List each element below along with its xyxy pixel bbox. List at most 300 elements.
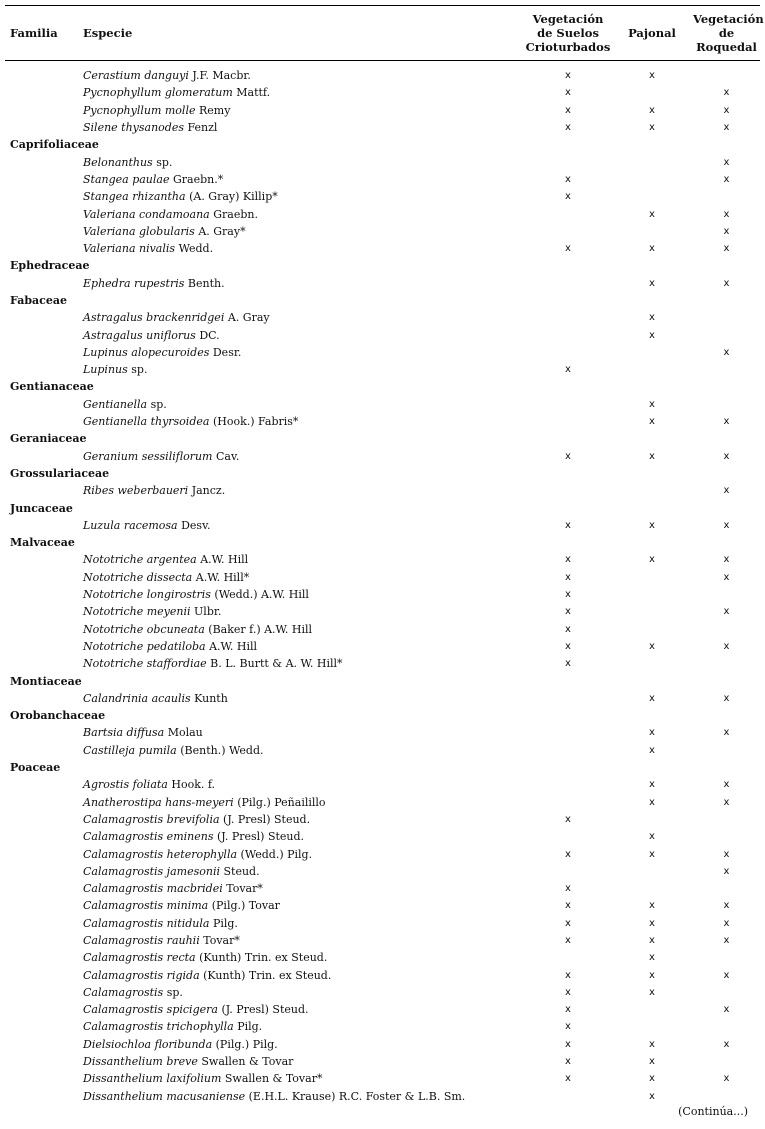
species-row xyxy=(5,205,760,222)
species-row xyxy=(5,1053,760,1070)
species-row xyxy=(5,776,760,793)
species-name: Stangea paulae xyxy=(83,172,170,186)
family-cell-empty xyxy=(5,223,78,240)
species-row xyxy=(5,1018,760,1035)
roquedal-mark xyxy=(693,361,760,378)
roquedal-mark xyxy=(693,984,760,1001)
family-cell-empty xyxy=(5,326,78,343)
roquedal-mark: x xyxy=(723,571,730,583)
suelos-crioturbados-mark xyxy=(525,275,611,292)
header-line: Crioturbados xyxy=(525,40,611,54)
family-name: Poaceae xyxy=(10,761,61,775)
species-cell xyxy=(78,638,525,655)
roquedal-mark: x xyxy=(723,243,730,255)
family-row xyxy=(5,499,760,516)
species-author: A.W. Hill xyxy=(209,639,258,653)
family-cell-empty xyxy=(5,966,78,983)
species-name: Calamagrostis rauhii xyxy=(83,933,200,947)
suelos-crioturbados-mark xyxy=(525,205,611,222)
species-author: Tovar* xyxy=(226,882,263,896)
species-author: (Baker f.) A.W. Hill xyxy=(208,622,313,636)
pajonal-mark: x xyxy=(649,104,655,116)
family-cell-empty xyxy=(5,396,78,413)
family-cell-empty xyxy=(5,845,78,862)
family-row xyxy=(5,707,760,724)
family-name: Ephedraceae xyxy=(10,259,90,273)
species-row xyxy=(5,482,760,499)
species-name: Nototriche meyenii xyxy=(83,605,191,619)
species-name: Dissanthelium laxifolium xyxy=(83,1072,222,1086)
species-name: Calamagrostis rigida xyxy=(83,968,200,982)
roquedal-mark: x xyxy=(723,640,730,652)
species-cell xyxy=(78,690,525,707)
pajonal-mark: x xyxy=(649,312,655,324)
species-table xyxy=(5,5,764,1105)
species-cell xyxy=(78,863,525,880)
species-row xyxy=(5,153,760,170)
species-row xyxy=(5,949,760,966)
suelos-crioturbados-mark: x xyxy=(565,883,571,895)
species-cell xyxy=(78,102,525,119)
family-cell-empty xyxy=(5,863,78,880)
pajonal-mark: x xyxy=(649,969,655,981)
pajonal-mark xyxy=(611,811,693,828)
roquedal-mark: x xyxy=(723,225,730,237)
family-cell-empty xyxy=(5,828,78,845)
species-name: Geranium sessiliflorum xyxy=(83,449,213,463)
species-cell xyxy=(78,1036,525,1053)
suelos-crioturbados-mark: x xyxy=(565,1056,571,1068)
roquedal-mark xyxy=(693,655,760,672)
species-author: (A. Gray) Killip* xyxy=(189,190,278,204)
family-cell-empty xyxy=(5,171,78,188)
species-cell xyxy=(78,1001,525,1018)
species-row xyxy=(5,880,760,897)
species-name: Calamagrostis minima xyxy=(83,899,209,913)
species-author: (Wedd.) Pilg. xyxy=(240,847,313,861)
species-row xyxy=(5,361,760,378)
suelos-crioturbados-mark: x xyxy=(565,813,571,825)
species-name: Anatherostipa hans-meyeri xyxy=(83,795,234,809)
pajonal-mark xyxy=(611,603,693,620)
family-cell-empty xyxy=(5,724,78,741)
species-cell xyxy=(78,845,525,862)
pajonal-mark: x xyxy=(649,1090,655,1102)
family-cell-empty xyxy=(5,119,78,136)
family-cell-empty xyxy=(5,61,78,85)
suelos-crioturbados-mark: x xyxy=(565,640,571,652)
suelos-crioturbados-mark: x xyxy=(565,1021,571,1033)
family-cell-empty xyxy=(5,603,78,620)
species-name: Calamagrostis eminens xyxy=(83,830,214,844)
species-name: Astragalus uniflorus xyxy=(83,328,196,342)
pajonal-mark: x xyxy=(649,727,655,739)
suelos-crioturbados-mark: x xyxy=(565,243,571,255)
species-name: Calamagrostis heterophylla xyxy=(83,847,238,861)
family-cell-empty xyxy=(5,448,78,465)
pajonal-mark: x xyxy=(649,779,655,791)
pajonal-mark: x xyxy=(649,952,655,964)
family-cell-empty xyxy=(5,240,78,257)
roquedal-mark xyxy=(693,586,760,603)
roquedal-mark xyxy=(693,326,760,343)
species-cell xyxy=(78,205,525,222)
species-cell xyxy=(78,776,525,793)
pajonal-mark xyxy=(611,482,693,499)
species-author: (Benth.) Wedd. xyxy=(180,743,264,757)
roquedal-mark: x xyxy=(723,519,730,531)
suelos-crioturbados-mark: x xyxy=(565,986,571,998)
roquedal-mark xyxy=(693,949,760,966)
roquedal-mark: x xyxy=(723,416,730,428)
family-cell-empty xyxy=(5,932,78,949)
pajonal-mark: x xyxy=(649,640,655,652)
family-row xyxy=(5,378,760,395)
family-cell-empty xyxy=(5,880,78,897)
header-line: de xyxy=(718,26,735,40)
species-row xyxy=(5,828,760,845)
species-author: sp. xyxy=(131,363,148,377)
species-cell xyxy=(78,915,525,932)
species-name: Gentianella thyrsoidea xyxy=(83,415,210,429)
species-name: Gentianella xyxy=(83,397,148,411)
species-name: Calamagrostis xyxy=(83,985,164,999)
suelos-crioturbados-mark: x xyxy=(565,571,571,583)
species-cell xyxy=(78,1053,525,1070)
species-author: Kunth xyxy=(194,691,228,705)
suelos-crioturbados-mark xyxy=(525,344,611,361)
pajonal-mark: x xyxy=(649,277,655,289)
species-author: (Kunth) Trin. ex Steud. xyxy=(203,968,332,982)
species-name: Calamagrostis trichophylla xyxy=(83,1020,234,1034)
species-row xyxy=(5,102,760,119)
pajonal-mark: x xyxy=(649,398,655,410)
species-name: Agrostis foliata xyxy=(83,778,168,792)
header-pajonal xyxy=(611,6,693,61)
species-name: Ribes weberbaueri xyxy=(83,484,189,498)
species-row xyxy=(5,396,760,413)
species-row xyxy=(5,1070,760,1087)
species-row xyxy=(5,84,760,101)
pajonal-mark: x xyxy=(649,934,655,946)
species-name: Calamagrostis jamesonii xyxy=(83,864,220,878)
suelos-crioturbados-mark: x xyxy=(565,173,571,185)
pajonal-mark: x xyxy=(649,70,655,82)
suelos-crioturbados-mark xyxy=(525,326,611,343)
species-row xyxy=(5,1088,760,1105)
suelos-crioturbados-mark: x xyxy=(565,1038,571,1050)
roquedal-mark xyxy=(693,1053,760,1070)
family-cell-empty xyxy=(5,793,78,810)
roquedal-mark xyxy=(693,1088,760,1105)
species-author: A. Gray xyxy=(227,311,270,325)
suelos-crioturbados-mark xyxy=(525,949,611,966)
family-cell-empty xyxy=(5,776,78,793)
roquedal-mark xyxy=(693,880,760,897)
species-name: Valeriana nivalis xyxy=(83,242,176,256)
family-row xyxy=(5,759,760,776)
pajonal-mark xyxy=(611,344,693,361)
species-row xyxy=(5,344,760,361)
species-cell xyxy=(78,603,525,620)
species-author: Graebn. xyxy=(213,207,258,221)
family-row xyxy=(5,430,760,447)
species-table-container xyxy=(5,5,764,1105)
species-name: Belonanthus xyxy=(83,155,153,169)
species-author: A.W. Hill xyxy=(200,553,249,567)
family-cell-empty xyxy=(5,1036,78,1053)
suelos-crioturbados-mark xyxy=(525,1088,611,1105)
family-cell-empty xyxy=(5,915,78,932)
species-author: (Pilg.) Pilg. xyxy=(215,1037,278,1051)
roquedal-mark: x xyxy=(723,450,730,462)
pajonal-mark: x xyxy=(649,450,655,462)
suelos-crioturbados-mark: x xyxy=(565,969,571,981)
pajonal-mark: x xyxy=(649,744,655,756)
species-author: sp. xyxy=(150,397,167,411)
roquedal-mark: x xyxy=(723,485,730,497)
continued-note: (Continúa...) xyxy=(678,1105,748,1118)
species-row xyxy=(5,915,760,932)
species-row xyxy=(5,932,760,949)
suelos-crioturbados-mark xyxy=(525,828,611,845)
roquedal-mark: x xyxy=(723,848,730,860)
species-row xyxy=(5,309,760,326)
family-cell-empty xyxy=(5,551,78,568)
suelos-crioturbados-mark: x xyxy=(565,70,571,82)
suelos-crioturbados-mark xyxy=(525,776,611,793)
roquedal-mark: x xyxy=(723,173,730,185)
species-row xyxy=(5,586,760,603)
roquedal-mark xyxy=(693,621,760,638)
species-author: Cav. xyxy=(215,449,240,463)
family-name: Grossulariaceae xyxy=(10,466,110,480)
species-cell xyxy=(78,880,525,897)
family-cell-empty xyxy=(5,309,78,326)
species-name: Stangea rhizantha xyxy=(83,190,186,204)
species-name: Calamagrostis nitidula xyxy=(83,916,210,930)
species-author: Mattf. xyxy=(236,86,271,100)
pajonal-mark xyxy=(611,223,693,240)
species-author: (Kunth) Trin. ex Steud. xyxy=(199,951,328,965)
family-cell-empty xyxy=(5,638,78,655)
suelos-crioturbados-mark xyxy=(525,413,611,430)
family-cell-empty xyxy=(5,1001,78,1018)
roquedal-mark: x xyxy=(723,727,730,739)
species-cell xyxy=(78,84,525,101)
species-cell xyxy=(78,949,525,966)
species-row xyxy=(5,845,760,862)
species-row xyxy=(5,413,760,430)
species-cell xyxy=(78,742,525,759)
family-name: Caprifoliaceae xyxy=(10,138,99,152)
species-author: DC. xyxy=(199,328,220,342)
species-name: Calamagrostis spicigera xyxy=(83,1003,218,1017)
species-cell xyxy=(78,966,525,983)
species-name: Calamagrostis macbridei xyxy=(83,882,223,896)
species-name: Nototriche staffordiae xyxy=(83,657,207,671)
pajonal-mark: x xyxy=(649,329,655,341)
species-author: (Pilg.) Peñailillo xyxy=(237,795,326,809)
species-row xyxy=(5,61,760,85)
species-row xyxy=(5,223,760,240)
species-author: Desv. xyxy=(181,518,211,532)
suelos-crioturbados-mark xyxy=(525,153,611,170)
family-cell-empty xyxy=(5,84,78,101)
species-cell xyxy=(78,240,525,257)
family-cell-empty xyxy=(5,897,78,914)
suelos-crioturbados-mark xyxy=(525,742,611,759)
family-cell-empty xyxy=(5,275,78,292)
species-name: Calamagrostis brevifolia xyxy=(83,812,220,826)
header-line: Vegetación xyxy=(532,12,604,26)
species-author: Desr. xyxy=(212,345,242,359)
roquedal-mark: x xyxy=(723,1038,730,1050)
species-row xyxy=(5,793,760,810)
family-row xyxy=(5,534,760,551)
family-cell-empty xyxy=(5,344,78,361)
family-name: Orobanchaceae xyxy=(10,709,106,723)
pajonal-mark xyxy=(611,1001,693,1018)
suelos-crioturbados-mark xyxy=(525,863,611,880)
species-row xyxy=(5,638,760,655)
species-author: Steud. xyxy=(223,864,260,878)
suelos-crioturbados-mark xyxy=(525,396,611,413)
roquedal-mark xyxy=(693,742,760,759)
species-row xyxy=(5,966,760,983)
table-header xyxy=(5,6,764,61)
family-cell-empty xyxy=(5,621,78,638)
species-cell xyxy=(78,724,525,741)
family-cell-empty xyxy=(5,742,78,759)
species-name: Silene thysanodes xyxy=(83,121,184,135)
suelos-crioturbados-mark: x xyxy=(565,900,571,912)
species-name: Lupinus alopecuroides xyxy=(83,345,210,359)
species-author: (J. Presl) Steud. xyxy=(223,812,311,826)
pajonal-mark xyxy=(611,153,693,170)
pajonal-mark: x xyxy=(649,519,655,531)
species-author: Swallen & Tovar xyxy=(201,1055,294,1069)
family-cell-empty xyxy=(5,153,78,170)
family-cell-empty xyxy=(5,1018,78,1035)
species-cell xyxy=(78,361,525,378)
species-name: Valeriana condamoana xyxy=(83,207,210,221)
family-cell-empty xyxy=(5,569,78,586)
suelos-crioturbados-mark: x xyxy=(565,87,571,99)
pajonal-mark: x xyxy=(649,831,655,843)
species-name: Castilleja pumila xyxy=(83,743,177,757)
species-row xyxy=(5,1001,760,1018)
species-row xyxy=(5,1036,760,1053)
species-cell xyxy=(78,309,525,326)
species-author: (Pilg.) Tovar xyxy=(211,899,280,913)
pajonal-mark: x xyxy=(649,1038,655,1050)
family-cell-empty xyxy=(5,586,78,603)
species-cell xyxy=(78,655,525,672)
species-cell xyxy=(78,517,525,534)
species-author: Hook. f. xyxy=(171,778,216,792)
species-row xyxy=(5,517,760,534)
header-roquedal xyxy=(693,6,764,61)
roquedal-mark: x xyxy=(723,779,730,791)
family-row xyxy=(5,465,760,482)
species-cell xyxy=(78,275,525,292)
species-author: (E.H.L. Krause) R.C. Foster & L.B. Sm. xyxy=(248,1089,466,1103)
pajonal-mark: x xyxy=(649,1056,655,1068)
species-cell xyxy=(78,1018,525,1035)
species-row xyxy=(5,188,760,205)
family-cell-empty xyxy=(5,102,78,119)
header-line: Vegetación xyxy=(693,12,764,26)
family-row xyxy=(5,257,760,274)
species-name: Dissanthelium breve xyxy=(83,1055,198,1069)
suelos-crioturbados-mark xyxy=(525,690,611,707)
suelos-crioturbados-mark: x xyxy=(565,589,571,601)
species-cell xyxy=(78,223,525,240)
species-name: Nototriche argentea xyxy=(83,553,197,567)
species-author: (J. Presl) Steud. xyxy=(221,1003,309,1017)
family-cell-empty xyxy=(5,361,78,378)
pajonal-mark xyxy=(611,569,693,586)
roquedal-mark: x xyxy=(723,796,730,808)
species-author: Pilg. xyxy=(212,916,238,930)
species-name: Nototriche pedatiloba xyxy=(83,639,206,653)
species-cell xyxy=(78,188,525,205)
pajonal-mark: x xyxy=(649,243,655,255)
suelos-crioturbados-mark: x xyxy=(565,554,571,566)
species-row xyxy=(5,119,760,136)
species-author: Tovar* xyxy=(203,933,240,947)
roquedal-mark xyxy=(693,811,760,828)
species-author: A.W. Hill* xyxy=(195,570,250,584)
family-cell-empty xyxy=(5,949,78,966)
roquedal-mark xyxy=(693,1018,760,1035)
suelos-crioturbados-mark: x xyxy=(565,122,571,134)
species-cell xyxy=(78,932,525,949)
pajonal-mark xyxy=(611,586,693,603)
species-row xyxy=(5,863,760,880)
suelos-crioturbados-mark: x xyxy=(565,364,571,376)
roquedal-mark: x xyxy=(723,104,730,116)
pajonal-mark xyxy=(611,1018,693,1035)
species-row xyxy=(5,569,760,586)
suelos-crioturbados-mark xyxy=(525,724,611,741)
header-line: Pajonal xyxy=(628,26,676,40)
family-cell-empty xyxy=(5,984,78,1001)
species-author: Ulbr. xyxy=(194,605,222,619)
roquedal-mark xyxy=(693,828,760,845)
species-name: Calamagrostis recta xyxy=(83,951,196,965)
species-row xyxy=(5,724,760,741)
species-row xyxy=(5,621,760,638)
species-author: (Hook.) Fabris* xyxy=(212,415,299,429)
pajonal-mark: x xyxy=(649,900,655,912)
species-row xyxy=(5,690,760,707)
suelos-crioturbados-mark: x xyxy=(565,1004,571,1016)
species-row xyxy=(5,742,760,759)
species-author: Pilg. xyxy=(237,1020,263,1034)
species-cell xyxy=(78,811,525,828)
family-name: Montiaceae xyxy=(10,674,82,688)
species-cell xyxy=(78,171,525,188)
species-cell xyxy=(78,569,525,586)
suelos-crioturbados-mark: x xyxy=(565,606,571,618)
species-cell xyxy=(78,396,525,413)
suelos-crioturbados-mark: x xyxy=(565,1073,571,1085)
header-suelos-crioturbados xyxy=(525,6,611,61)
species-row xyxy=(5,275,760,292)
species-author: B. L. Burtt & A. W. Hill* xyxy=(210,657,343,671)
